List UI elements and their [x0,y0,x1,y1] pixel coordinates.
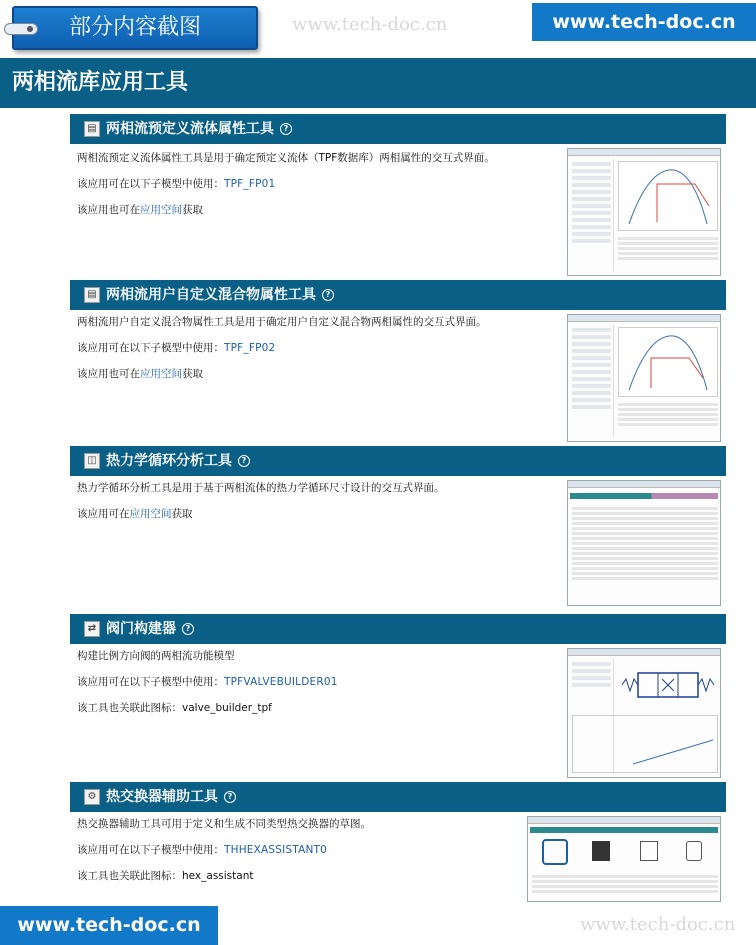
page-title: 两相流库应用工具 [0,58,756,108]
section-title: 两相流预定义流体属性工具 [106,121,274,137]
section-description: 两相流预定义流体属性工具是用于确定预定义流体（TPF数据库）两相属性的交互式界面。 [77,152,495,164]
section-header [70,446,726,476]
help-icon[interactable]: ? [224,791,236,803]
app-space-link[interactable]: 应用空间 [140,368,182,380]
section-valve-builder [70,614,726,784]
section-description: 两相流用户自定义混合物属性工具是用于确定用户自定义混合物两相属性的交互式界面。 [77,316,487,328]
help-icon[interactable]: ? [182,623,194,635]
model-link[interactable]: TPF_FP01 [224,178,276,190]
usage-line: 该应用可在以下子模型中使用：TPFVALVEBUILDER01 [77,676,338,688]
usage-line: 该应用可在以下子模型中使用：THHEXASSISTANT0 [77,844,328,856]
model-link[interactable]: THHEXASSISTANT0 [224,844,328,856]
url-badge-top[interactable]: www.tech-doc.cn [532,3,756,41]
section-hex-assistant [70,782,726,904]
help-icon[interactable]: ? [280,123,292,135]
section-description: 热力学循环分析工具是用于基于两相流体的热力学循环尺寸设计的交互式界面。 [77,482,445,494]
section-tpf-fp02 [70,280,726,450]
section-tpf-fp01 [70,114,726,284]
app-space-link[interactable]: 应用空间 [140,204,182,216]
section-thermo-cycle [70,446,726,616]
url-badge-bottom[interactable]: www.tech-doc.cn [0,906,218,945]
section-title: 热交换器辅助工具 [106,789,218,805]
section-header [70,114,726,144]
app-screenshot [567,480,721,606]
icon-note: 该工具也关联此图标：valve_builder_tpf [77,702,272,714]
document-icon: ▤ [84,121,100,137]
usage-line: 该应用可在以下子模型中使用：TPF_FP02 [77,342,276,354]
help-icon[interactable]: ? [238,455,250,467]
watermark-top: www.tech-doc.cn [292,14,448,35]
section-title: 阀门构建器 [106,621,176,637]
model-link[interactable]: TPFVALVEBUILDER01 [224,676,338,688]
usage-line: 该应用可在以下子模型中使用：TPF_FP01 [77,178,276,190]
app-screenshot [527,816,721,902]
document-icon: ▤ [84,287,100,303]
header-tab-label: 部分内容截图 [68,15,201,40]
section-description: 热交换器辅助工具可用于定义和生成不同类型热交换器的草图。 [77,818,371,830]
app-screenshot [567,148,721,276]
availability-line: 该应用可在应用空间获取 [77,508,193,520]
app-space-link[interactable]: 应用空间 [129,508,172,520]
section-header [70,782,726,812]
section-header [70,614,726,644]
model-link[interactable]: TPF_FP02 [224,342,276,354]
section-title: 两相流用户自定义混合物属性工具 [106,287,316,303]
availability-line: 该应用也可在应用空间获取 [77,368,203,380]
header-tab [12,6,258,50]
section-description: 构建比例方向阀的两相流功能模型 [77,650,235,662]
section-header [70,280,726,310]
help-icon[interactable]: ? [322,289,334,301]
availability-line: 该应用也可在应用空间获取 [77,204,203,216]
watermark-bottom: www.tech-doc.cn [580,914,736,935]
app-screenshot [567,314,721,442]
section-title: 热力学循环分析工具 [106,453,232,469]
valve-icon: ⇄ [84,621,100,637]
cycle-icon: ◫ [84,453,100,469]
icon-note: 该工具也关联此图标：hex_assistant [77,870,254,882]
gear-icon: ⚙ [84,789,100,805]
pin-icon [4,23,38,35]
app-screenshot [567,648,721,778]
